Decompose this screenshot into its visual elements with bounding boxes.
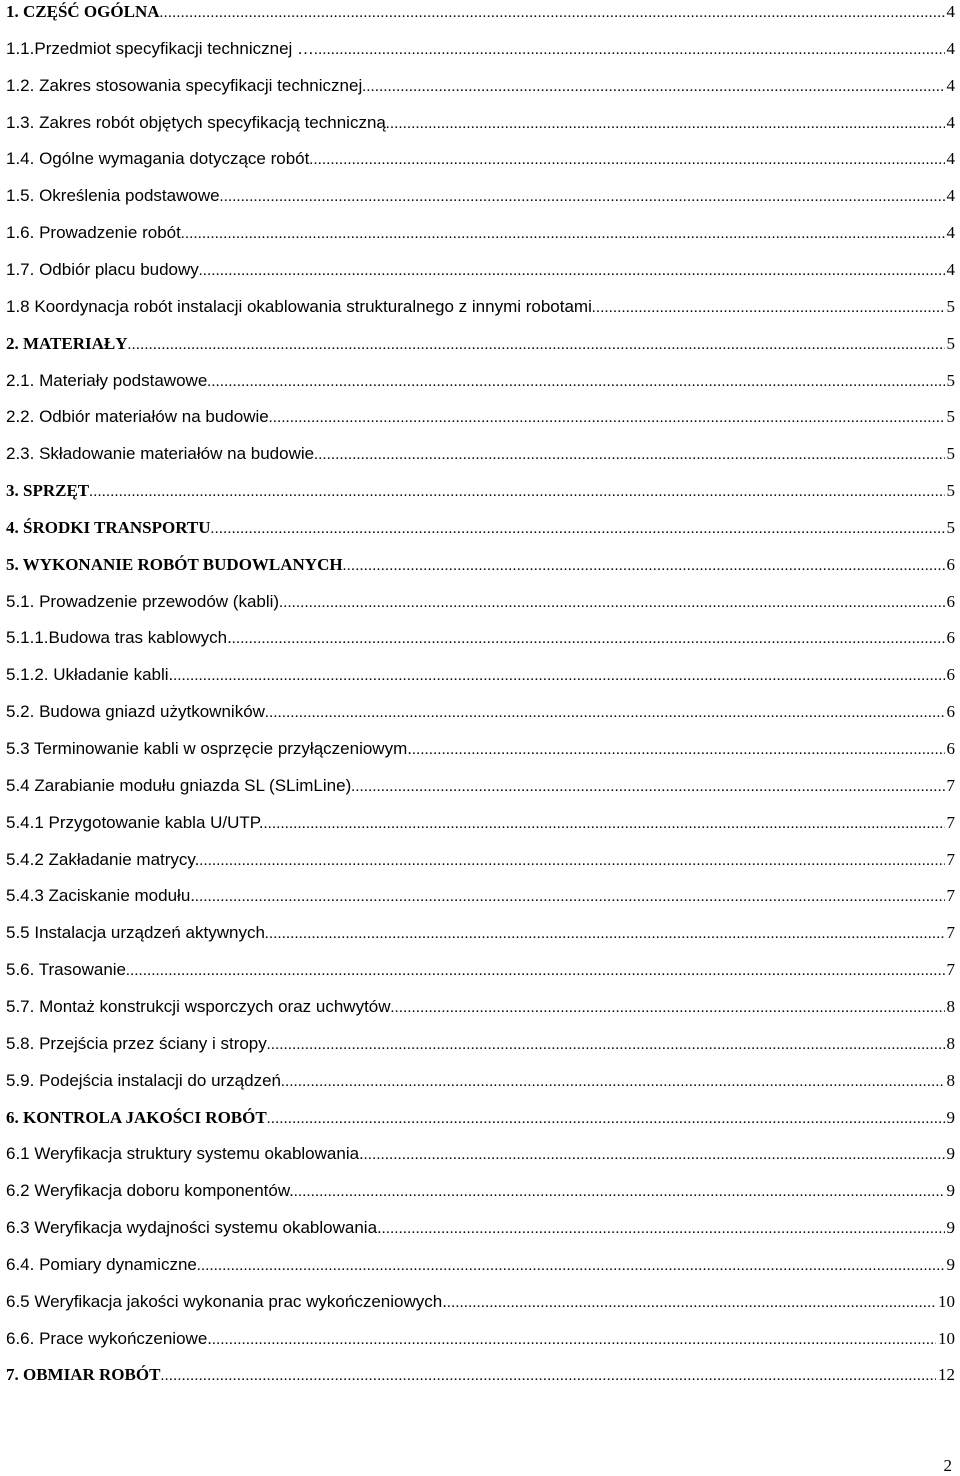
toc-dot-leader: [391, 1000, 945, 1017]
toc-entry-page: 10: [938, 1328, 955, 1348]
toc-entry-page: 9: [946, 1218, 955, 1238]
toc-dot-leader: [447, 1295, 936, 1312]
toc-subsection-entry[interactable]: [6, 739, 955, 759]
toc-subsection-entry[interactable]: [6, 444, 955, 464]
toc-entry-page: 8: [946, 1033, 955, 1053]
toc-subsection-entry[interactable]: [6, 665, 955, 685]
toc-entry-label: 5.4.1 Przygotowanie kabla U/UTP.: [6, 812, 264, 832]
toc-subsection-entry[interactable]: [6, 1292, 955, 1312]
toc-dot-leader: [89, 484, 944, 501]
toc-dot-leader: [265, 926, 945, 943]
toc-dot-leader: [314, 447, 944, 464]
toc-entry-label: 5.1.1.Budowa tras kablowych.: [6, 628, 232, 648]
toc-subsection-entry[interactable]: [6, 1071, 955, 1091]
toc-subsection-entry[interactable]: [6, 1034, 955, 1054]
toc-dot-leader: [160, 1368, 936, 1385]
toc-subsection-entry[interactable]: [6, 960, 955, 980]
toc-subsection-entry[interactable]: [6, 260, 955, 280]
toc-dot-leader: [364, 1147, 945, 1164]
toc-entry-page: 4: [946, 38, 955, 58]
toc-dot-leader: [197, 1258, 945, 1275]
toc-entry-label: 6. KONTROLA JAKOŚCI ROBÓT: [6, 1107, 267, 1127]
toc-subsection-entry[interactable]: [6, 592, 955, 612]
toc-dot-leader: [160, 5, 945, 22]
toc-entry-page: 4: [946, 75, 955, 95]
toc-entry-page: 9: [946, 1107, 955, 1127]
toc-section-entry[interactable]: [6, 518, 955, 538]
toc-entry-page: 6: [946, 702, 955, 722]
toc-entry-page: 4: [946, 112, 955, 132]
toc-entry-label: 5. WYKONANIE ROBÓT BUDOWLANYCH: [6, 554, 343, 574]
toc-entry-page: 5: [946, 370, 955, 390]
toc-entry-label: 2.3. Składowanie materiałów na budowie: [6, 444, 315, 464]
toc-dot-leader: [592, 300, 945, 317]
toc-subsection-entry[interactable]: [6, 1181, 955, 1201]
toc-section-entry[interactable]: [6, 481, 955, 501]
toc-entry-label: 1.4. Ogólne wymagania dotyczące robót: [6, 149, 310, 169]
toc-dot-leader: [351, 779, 944, 796]
toc-dot-leader: [212, 1332, 936, 1349]
toc-entry-label: 5.1. Prowadzenie przewodów (kabli): [6, 591, 280, 611]
toc-entry-page: 4: [946, 149, 955, 169]
toc-dot-leader: [343, 558, 945, 575]
toc-entry-page: 6: [946, 591, 955, 611]
toc-subsection-entry[interactable]: [6, 1329, 955, 1349]
toc-entry-label: 2. MATERIAŁY: [6, 333, 128, 353]
toc-entry-page: 5: [946, 517, 955, 537]
toc-section-entry[interactable]: [6, 2, 955, 22]
toc-subsection-entry[interactable]: [6, 76, 955, 96]
toc-entry-label: 5.2. Budowa gniazd użytkowników: [6, 702, 265, 722]
toc-entry-page: 4: [946, 223, 955, 243]
toc-subsection-entry[interactable]: [6, 149, 955, 169]
toc-entry-label: 2.2. Odbiór materiałów na budowie: [6, 407, 269, 427]
toc-dot-leader: [126, 963, 944, 980]
toc-entry-page: 9: [946, 1254, 955, 1274]
toc-dot-leader: [386, 116, 945, 133]
toc-dot-leader: [232, 631, 945, 648]
toc-dot-leader: [128, 337, 945, 354]
toc-entry-page: 4: [946, 2, 955, 21]
toc-subsection-entry[interactable]: [6, 923, 955, 943]
toc-subsection-entry[interactable]: [6, 850, 955, 870]
toc-entry-page: 6: [946, 554, 955, 574]
toc-entry-page: 8: [946, 996, 955, 1016]
toc-subsection-entry[interactable]: [6, 407, 955, 427]
toc-subsection-entry[interactable]: [6, 1144, 955, 1164]
toc-subsection-entry[interactable]: [6, 886, 955, 906]
toc-entry-label: 7. OBMIAR ROBÓT: [6, 1365, 161, 1385]
toc-dot-leader: [195, 889, 945, 906]
toc-dot-leader: [281, 1074, 945, 1091]
toc-subsection-entry[interactable]: [6, 1218, 955, 1238]
toc-subsection-entry[interactable]: [6, 628, 955, 648]
toc-dot-leader: [264, 816, 945, 833]
toc-subsection-entry[interactable]: [6, 371, 955, 391]
toc-entry-page: 10: [938, 1291, 955, 1311]
toc-entry-page: 5: [946, 481, 955, 501]
toc-dot-leader: [211, 521, 945, 538]
toc-entry-page: 7: [946, 886, 955, 906]
toc-section-entry[interactable]: [6, 555, 955, 575]
toc-dot-leader: [309, 152, 944, 169]
toc-dot-leader: [267, 1111, 945, 1128]
toc-entry-label: 5.7. Montaż konstrukcji wsporczych oraz uchwytów: [6, 996, 391, 1016]
toc-dot-leader: [382, 1221, 945, 1238]
toc-dot-leader: [199, 263, 945, 280]
toc-entry-label: 1.3. Zakres robót objętych specyfikacją techniczną: [6, 112, 386, 132]
toc-entry-label: 1. CZĘŚĆ OGÓLNA: [6, 2, 160, 21]
toc-dot-leader: [181, 226, 945, 243]
toc-section-entry[interactable]: [6, 1365, 955, 1385]
toc-entry-label: 5.8. Przejścia przez ściany i stropy: [6, 1033, 267, 1053]
toc-entry-label: 1.6. Prowadzenie robót: [6, 223, 181, 243]
toc-entry-page: 5: [946, 296, 955, 316]
toc-subsection-entry[interactable]: [6, 702, 955, 722]
toc-subsection-entry[interactable]: [6, 186, 955, 206]
toc-entry-label: 6.2 Weryfikacja doboru komponentów.: [6, 1181, 294, 1201]
toc-dot-leader: [207, 374, 944, 391]
toc-entry-label: 1.8 Koordynacja robót instalacji okablowania strukturalnego z innymi robotami: [6, 296, 592, 316]
toc-entry-page: 6: [946, 628, 955, 648]
toc-entry-page: 5: [946, 444, 955, 464]
toc-entry-page: 4: [946, 259, 955, 279]
toc-subsection-entry[interactable]: [6, 813, 955, 833]
toc-entry-label: 1.5. Określenia podstawowe: [6, 186, 220, 206]
toc-entry-page: 5: [946, 407, 955, 427]
toc-subsection-entry[interactable]: [6, 39, 955, 59]
toc-dot-leader: [267, 1037, 945, 1054]
toc-entry-page: 6: [946, 665, 955, 685]
page-number: 2: [943, 1456, 952, 1475]
toc-entry-page: 12: [938, 1365, 955, 1385]
toc-entry-label: 5.1.2. Układanie kabli.: [6, 665, 174, 685]
toc-dot-leader: [269, 410, 945, 427]
toc-entry-label: 1.1.Przedmiot specyfikacji technicznej …: [6, 38, 315, 58]
toc-entry-page: 7: [946, 923, 955, 943]
toc-dot-leader: [220, 189, 945, 206]
toc-entry-page: 9: [946, 1144, 955, 1164]
toc-subsection-entry[interactable]: [6, 297, 955, 317]
toc-entry-label: 5.5 Instalacja urządzeń aktywnych: [6, 923, 265, 943]
toc-entry-label: 1.2. Zakres stosowania specyfikacji technicznej: [6, 75, 363, 95]
toc-subsection-entry[interactable]: [6, 1255, 955, 1275]
toc-entry-label: 4. ŚRODKI TRANSPORTU: [6, 517, 211, 537]
toc-entry-page: 5: [946, 333, 955, 353]
toc-dot-leader: [294, 1184, 945, 1201]
toc-subsection-entry[interactable]: [6, 776, 955, 796]
toc-entry-label: 5.4.3 Zaciskanie modułu.: [6, 886, 195, 906]
toc-subsection-entry[interactable]: [6, 997, 955, 1017]
toc-entry-label: 5.3 Terminowanie kabli w osprzęcie przyłączeniowym.: [6, 739, 412, 758]
toc-dot-leader: [412, 742, 945, 759]
toc-entry-page: 7: [946, 960, 955, 980]
toc-entry-label: 3. SPRZĘT: [6, 481, 90, 501]
toc-entry-page: 7: [946, 849, 955, 869]
toc-dot-leader: [265, 705, 945, 722]
toc-entry-label: 5.4.2 Zakładanie matrycy.: [6, 849, 200, 869]
toc-entry-page: 9: [946, 1181, 955, 1201]
toc-dot-leader: [199, 853, 944, 870]
toc-entry-page: 8: [946, 1070, 955, 1090]
toc-entry-label: 5.4 Zarabianie modułu gniazda SL (SLimLine): [6, 775, 352, 795]
toc-dot-leader: [279, 595, 944, 612]
toc-dot-leader: [314, 42, 944, 59]
toc-section-entry[interactable]: [6, 1108, 955, 1128]
toc-section-entry[interactable]: [6, 334, 955, 354]
toc-entry-page: 6: [946, 739, 955, 758]
toc-entry-label: 1.7. Odbiór placu budowy: [6, 259, 199, 279]
toc-entry-label: 2.1. Materiały podstawowe: [6, 370, 208, 390]
toc-entry-label: 5.6. Trasowanie: [6, 960, 127, 980]
toc-entry-label: 6.1 Weryfikacja struktury systemu okablowania.: [6, 1144, 364, 1164]
toc-entry-label: 6.3 Weryfikacja wydajności systemu okablowania.: [6, 1218, 382, 1238]
toc-entry-label: 5.9. Podejścia instalacji do urządzeń: [6, 1070, 281, 1090]
toc-entry-label: 6.6. Prace wykończeniowe.: [6, 1328, 212, 1348]
toc-entry-page: 4: [946, 186, 955, 206]
toc-entry-label: 6.4. Pomiary dynamiczne: [6, 1254, 197, 1274]
toc-dot-leader: [173, 668, 944, 685]
toc-entry-page: 7: [946, 812, 955, 832]
toc-subsection-entry[interactable]: [6, 223, 955, 243]
toc-subsection-entry[interactable]: [6, 113, 955, 133]
toc-entry-page: 7: [946, 775, 955, 795]
toc-entry-label: 6.5 Weryfikacja jakości wykonania prac wykończeniowych.: [6, 1291, 447, 1311]
toc-dot-leader: [362, 79, 944, 96]
